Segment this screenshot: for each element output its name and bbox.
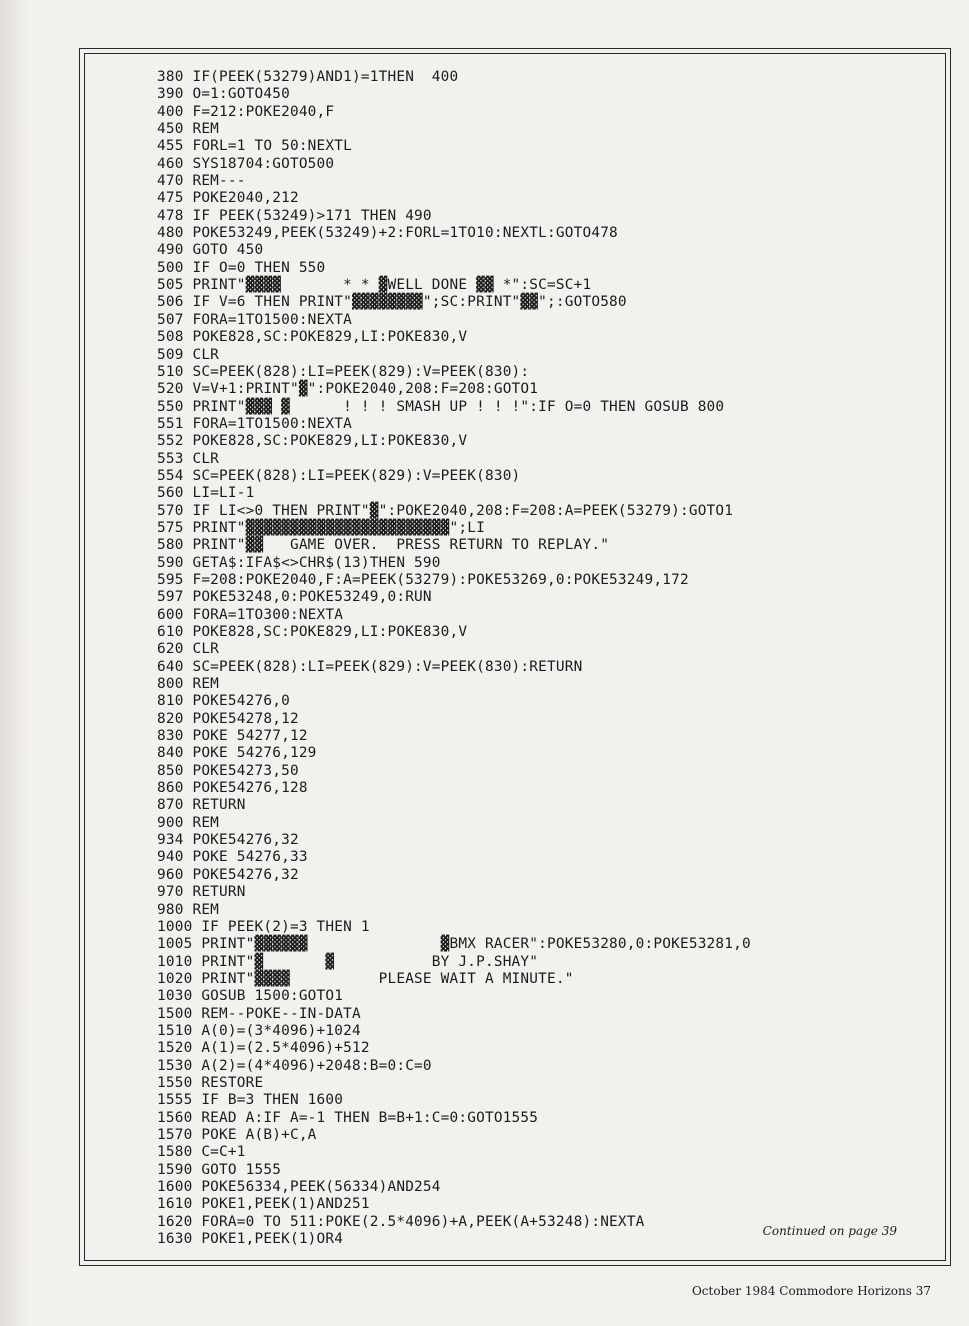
code-line: 553 CLR	[157, 450, 220, 467]
code-line: 480 POKE53249,PEEK(53249)+2:FORL=1TO10:NEXTL:GOTO478	[157, 225, 618, 242]
code-line: 610 POKE828,SC:POKE829,LI:POKE830,V	[157, 624, 468, 640]
code-line: 575 PRINT"▓▓▓▓▓▓▓▓▓▓▓▓▓▓▓▓▓▓▓▓▓▓▓";LI	[157, 519, 485, 536]
page-edge-shadow	[0, 0, 30, 1326]
code-line: 1610 POKE1,PEEK(1)AND251	[157, 1196, 370, 1213]
code-line: 1520 A(1)=(2.5*4096)+512	[157, 1040, 370, 1057]
code-line: 560 LI=LI-1	[157, 485, 255, 502]
code-line: 475 POKE2040,212	[157, 190, 299, 207]
code-line: 505 PRINT"▓▓▓▓ * * ▓WELL DONE ▓▓ *":SC=SC+1	[157, 277, 592, 294]
code-line: 640 SC=PEEK(828):LI=PEEK(829):V=PEEK(830):RETURN	[157, 658, 583, 675]
basic-program-listing	[157, 69, 937, 1248]
code-line: 1005 PRINT"▓▓▓▓▓▓ ▓BMX RACER":POKE53280,0:POKE53281,0	[157, 936, 751, 953]
code-line: 506 IF V=6 THEN PRINT"▓▓▓▓▓▓▓▓";SC:PRINT"▓▓";:GOTO580	[157, 294, 627, 311]
code-line: 520 V=V+1:PRINT"▓":POKE2040,208:F=208:GOTO1	[157, 381, 539, 398]
code-line: 1530 A(2)=(4*4096)+2048:B=0:C=0	[157, 1057, 432, 1074]
code-line: 590 GETA$:IFA$<>CHR$(13)THEN 590	[157, 554, 441, 571]
code-line: 570 IF LI<>0 THEN PRINT"▓":POKE2040,208:F=208:A=PEEK(53279):GOTO1	[157, 502, 734, 519]
code-line: 390 O=1:GOTO450	[157, 86, 290, 103]
code-line: 460 SYS18704:GOTO500	[157, 155, 335, 172]
code-line: 1550 RESTORE	[157, 1074, 264, 1091]
code-line: 508 POKE828,SC:POKE829,LI:POKE830,V	[157, 329, 468, 346]
code-line: 455 FORL=1 TO 50:NEXTL	[157, 138, 353, 155]
code-line: 810 POKE54276,0	[157, 693, 290, 710]
code-line: 478 IF PEEK(53249)>171 THEN 490	[157, 207, 432, 224]
code-line: 1560 READ A:IF A=-1 THEN B=B+1:C=0:GOTO1555	[157, 1109, 539, 1126]
code-line: 595 F=208:POKE2040,F:A=PEEK(53279):POKE53269,0:POKE53249,172	[157, 571, 689, 588]
code-line: 500 IF O=0 THEN 550	[157, 259, 326, 276]
code-line: 1600 POKE56334,PEEK(56334)AND254	[157, 1179, 441, 1195]
code-line: 450 REM	[157, 121, 220, 138]
code-line: 550 PRINT"▓▓▓ ▓ ! ! ! SMASH UP ! ! !":IF O=0 THEN GOSUB 800	[157, 398, 725, 415]
code-line: 850 POKE54273,50	[157, 762, 299, 779]
code-line: 934 POKE54276,32	[157, 832, 299, 849]
code-line: 1620 FORA=0 TO 511:POKE(2.5*4096)+A,PEEK(A+53248):NEXTA	[157, 1213, 645, 1230]
code-line: 900 REM	[157, 814, 220, 831]
code-line: 1590 GOTO 1555	[157, 1161, 282, 1178]
code-line: 1570 POKE A(B)+C,A	[157, 1126, 317, 1143]
code-line: 800 REM	[157, 676, 220, 693]
code-line: 1010 PRINT"▓ ▓ BY J.P.SHAY"	[157, 953, 539, 970]
code-line: 1000 IF PEEK(2)=3 THEN 1	[157, 918, 370, 935]
code-line: 600 FORA=1TO300:NEXTA	[157, 606, 344, 623]
code-line: 509 CLR	[157, 346, 220, 363]
code-line: 620 CLR	[157, 641, 220, 658]
code-line: 960 POKE54276,32	[157, 866, 299, 883]
code-line: 554 SC=PEEK(828):LI=PEEK(829):V=PEEK(830)	[157, 467, 521, 484]
code-line: 490 GOTO 450	[157, 242, 264, 259]
code-line: 970 RETURN	[157, 884, 246, 901]
code-line: 400 F=212:POKE2040,F	[157, 103, 335, 120]
code-line: 510 SC=PEEK(828):LI=PEEK(829):V=PEEK(830):	[157, 363, 530, 380]
code-line: 551 FORA=1TO1500:NEXTA	[157, 415, 353, 432]
code-line: 597 POKE53248,0:POKE53249,0:RUN	[157, 589, 432, 606]
code-line: 1630 POKE1,PEEK(1)OR4	[157, 1231, 344, 1248]
code-line: 1580 C=C+1	[157, 1144, 246, 1161]
continued-note: Continued on page 39	[762, 1224, 897, 1238]
page-footer: October 1984 Commodore Horizons 37	[691, 1284, 931, 1298]
code-line: 1030 GOSUB 1500:GOTO1	[157, 988, 344, 1005]
code-line: 380 IF(PEEK(53279)AND1)=1THEN 400	[157, 69, 459, 85]
code-line: 870 RETURN	[157, 797, 246, 814]
code-line: 980 REM	[157, 901, 220, 918]
code-line: 940 POKE 54276,33	[157, 849, 308, 866]
code-line: 1510 A(0)=(3*4096)+1024	[157, 1022, 361, 1039]
code-line: 830 POKE 54277,12	[157, 728, 308, 745]
code-line: 507 FORA=1TO1500:NEXTA	[157, 311, 353, 328]
code-line: 552 POKE828,SC:POKE829,LI:POKE830,V	[157, 433, 468, 450]
code-line: 1500 REM--POKE--IN-DATA	[157, 1005, 361, 1022]
code-line: 820 POKE54278,12	[157, 710, 299, 727]
code-line: 840 POKE 54276,129	[157, 745, 317, 762]
code-line: 860 POKE54276,128	[157, 780, 308, 797]
code-line: 470 REM---	[157, 173, 246, 190]
code-line: 580 PRINT"▓▓ GAME OVER. PRESS RETURN TO REPLAY."	[157, 537, 610, 554]
code-line: 1555 IF B=3 THEN 1600	[157, 1092, 344, 1109]
code-line: 1020 PRINT"▓▓▓▓ PLEASE WAIT A MINUTE."	[157, 970, 574, 987]
